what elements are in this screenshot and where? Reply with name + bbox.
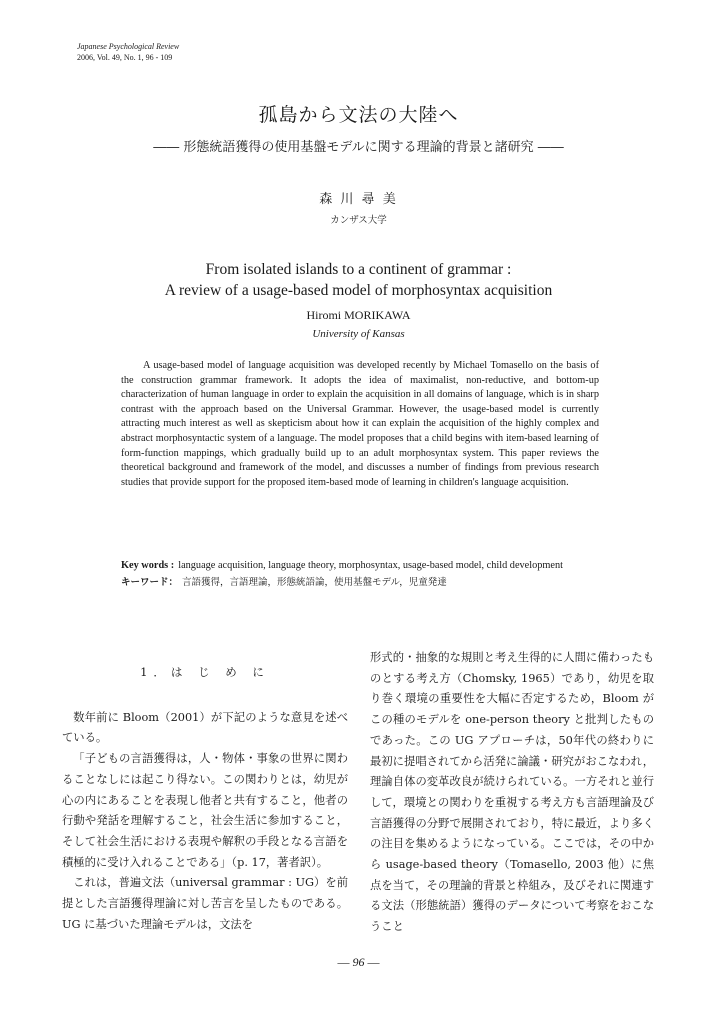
keywords-en-text: language acquisition, language theory, morphosyntax, usage-based model, child development <box>178 560 563 571</box>
japanese-subtitle: ―― 形態統語獲得の使用基盤モデルに関する理論的背景と諸研究 ―― <box>153 140 564 155</box>
abstract <box>121 359 599 490</box>
journal-name: Japanese Psychological Review <box>77 42 180 51</box>
english-title-line-1: From isolated islands to a continent of grammar : <box>205 261 512 278</box>
body-left-column <box>62 648 348 935</box>
keywords <box>121 559 601 590</box>
english-title-line-2: A review of a usage-based model of morphosyntax acquisition <box>164 282 553 299</box>
keywords-ja <box>121 576 601 591</box>
japanese-title: 孤島から文法の大陸へ <box>258 104 459 126</box>
keywords-ja-text: 言語獲得，言語理論，形態統語論，使用基盤モデル，児童発達 <box>182 576 447 588</box>
body-paragraph-1: 数年前に Bloom（2001）が下記のような意見を述べている。 <box>62 710 348 745</box>
english-affiliation: University of Kansas <box>312 328 405 340</box>
body-right-text: 形式的・抽象的な規則と考え生得的に人間に備わったものとする考え方（Chomsky, 1965）であり，幼児を取り巻く環境の重要性を大幅に否定するため，Bloom がこの種のモデルを one-person theory と批判したものであった。この UG アプローチは，50年代の終わりに最初に提唱されてから活発に論議・研究がおこなわれ，理論自体の変革改良が続けられている。一方それと並行して，環境との関わりを重視する考え方も言語理論及び言語獲得の分野で展開されており，特に最近，より多くの注目を集めるようになっている。ここでは，その中から usage-based theory（Tomasello, 2003 他）に焦点を当て，その理論的背景と枠組み，及びそれに関連する文法（形態統語）獲得のデータについて考察をおこなうこと <box>370 651 654 934</box>
keywords-ja-label: キーワード： <box>121 576 179 588</box>
abstract-text: A usage-based model of language acquisition was developed recently by Michael Tomasello on the basis of the construction grammar framework. It adopts the idea of maximalist, non-reductive, and bottom-up characterization of human language in order to explain the acquisition in all domains of language, which is in sharp contrast with the approach based on the Universal Grammar. However, the usage-based model is currently attracting much interest as well as skepticism about how it can explain the acquisition of the highly complex and abstract morphosyntactic system of a language. The model proposes that a child begins with item-based learning of form-function mappings, which gradually build up to an adult morphosyntax system. This paper reviews the theoretical background and framework of the model, and discusses a number of findings from previous research studies that provide support for the proposed item-based mode of learning in children's language acquisition. <box>121 360 599 488</box>
keywords-en-label: Key words : <box>121 560 175 571</box>
page-number: ― 96 ― <box>337 955 380 969</box>
journal-header <box>77 41 179 63</box>
japanese-author: 森 川 尋 美 <box>319 192 398 207</box>
english-author: Hiromi MORIKAWA <box>306 308 411 322</box>
keywords-en <box>121 559 601 574</box>
body-right-column <box>370 648 654 938</box>
section-heading: 1．は じ め に <box>140 665 270 679</box>
journal-volume: 2006, Vol. 49, No. 1, 96 - 109 <box>77 53 173 62</box>
body-paragraph-3: これは，普遍文法（universal grammar : UG）を前提とした言語獲得理論に対し苦言を呈したものである。UG に基づいた理論モデルは，文法を <box>62 876 348 931</box>
english-title <box>0 259 717 301</box>
body-paragraph-2: 「子どもの言語獲得は，人・物体・事象の世界に関わることなしには起こり得ない。この関わりとは，幼児が心の内にあることを表現し他者と共有すること，他者の行動や発話を理解すること，社会生活に参加すること，そして社会生活における表現や解釈の手段となる言語を積極的に受け入れることである」（p. 17，著者訳）。 <box>62 752 348 869</box>
japanese-affiliation: カンザス大学 <box>330 215 387 226</box>
